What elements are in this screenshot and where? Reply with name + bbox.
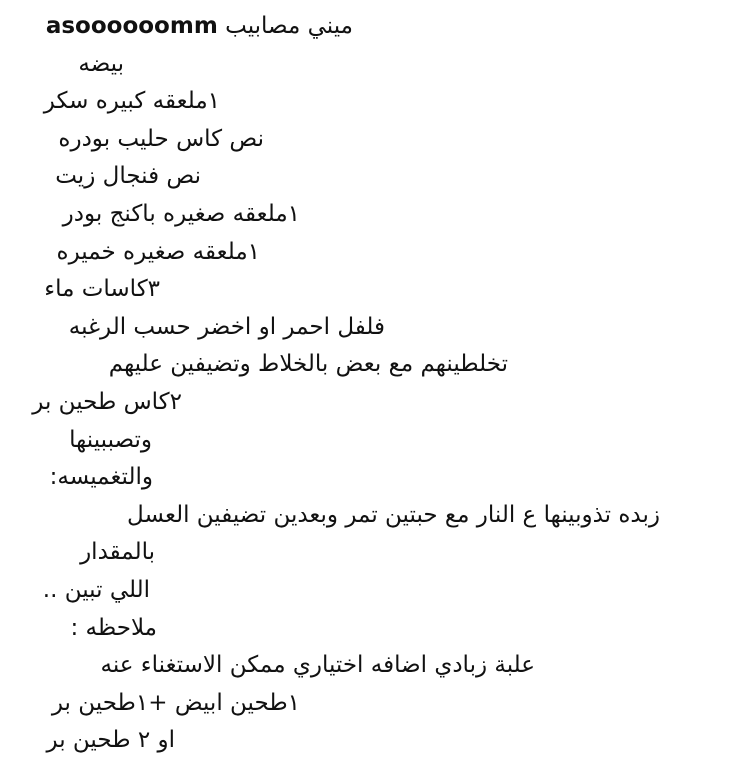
caption-line	[0, 459, 750, 497]
caption-header	[0, 8, 750, 46]
line-text: وتصببينها	[69, 426, 152, 453]
username-link[interactable]: asoooooomm	[45, 13, 218, 39]
caption-title: ميني مصابيب	[225, 13, 353, 39]
line-text: او ٢ طحين بر	[46, 727, 175, 754]
line-text: نص كاس حليب بودره	[58, 125, 264, 152]
caption-line	[0, 271, 750, 309]
caption-line	[0, 610, 750, 648]
caption-header-text	[46, 8, 353, 46]
line-text: ١ملعقه صغيره باكنج بودر	[62, 200, 300, 227]
caption-text	[0, 8, 750, 760]
line-text: بيضه	[78, 50, 124, 77]
line-text: ١طحين ابيض +١طحين بر	[51, 689, 300, 716]
caption-line	[0, 83, 750, 121]
line-text: تخلطينهم مع بعض بالخلاط وتضيفين عليهم	[108, 351, 508, 378]
line-text: ١ملعقه صغيره خميره	[56, 238, 260, 265]
line-text: ملاحظه :	[70, 614, 157, 641]
line-text: بالمقدار	[80, 539, 155, 566]
caption-line	[0, 497, 750, 535]
caption-line	[0, 309, 750, 347]
caption-line	[0, 722, 750, 760]
caption-line	[0, 647, 750, 685]
caption-line	[0, 685, 750, 723]
line-text: زبده تذوبينها ع النار مع حبتين تمر وبعدين تضيفين العسل	[127, 501, 660, 528]
caption-line	[0, 572, 750, 610]
line-text: والتغميسه:	[49, 464, 153, 491]
caption-line	[0, 234, 750, 272]
line-text: ١ملعقه كبيره سكر	[43, 88, 220, 115]
line-text: فلفل احمر او اخضر حسب الرغبه	[68, 313, 385, 340]
caption-line	[0, 422, 750, 460]
caption-line	[0, 346, 750, 384]
caption-line	[0, 121, 750, 159]
caption-line	[0, 384, 750, 422]
line-text: ٣كاسات ماء	[44, 276, 160, 303]
caption-line	[0, 158, 750, 196]
line-text: نص فنجال زيت	[55, 163, 201, 190]
caption-line	[0, 534, 750, 572]
line-text: اللي تبين ..	[42, 576, 150, 603]
caption-line	[0, 196, 750, 234]
line-text: ٢كاس طحين بر	[32, 388, 182, 415]
caption-line	[0, 46, 750, 84]
line-text: علبة زبادي اضافه اختياري ممكن الاستغناء عنه	[100, 652, 535, 679]
